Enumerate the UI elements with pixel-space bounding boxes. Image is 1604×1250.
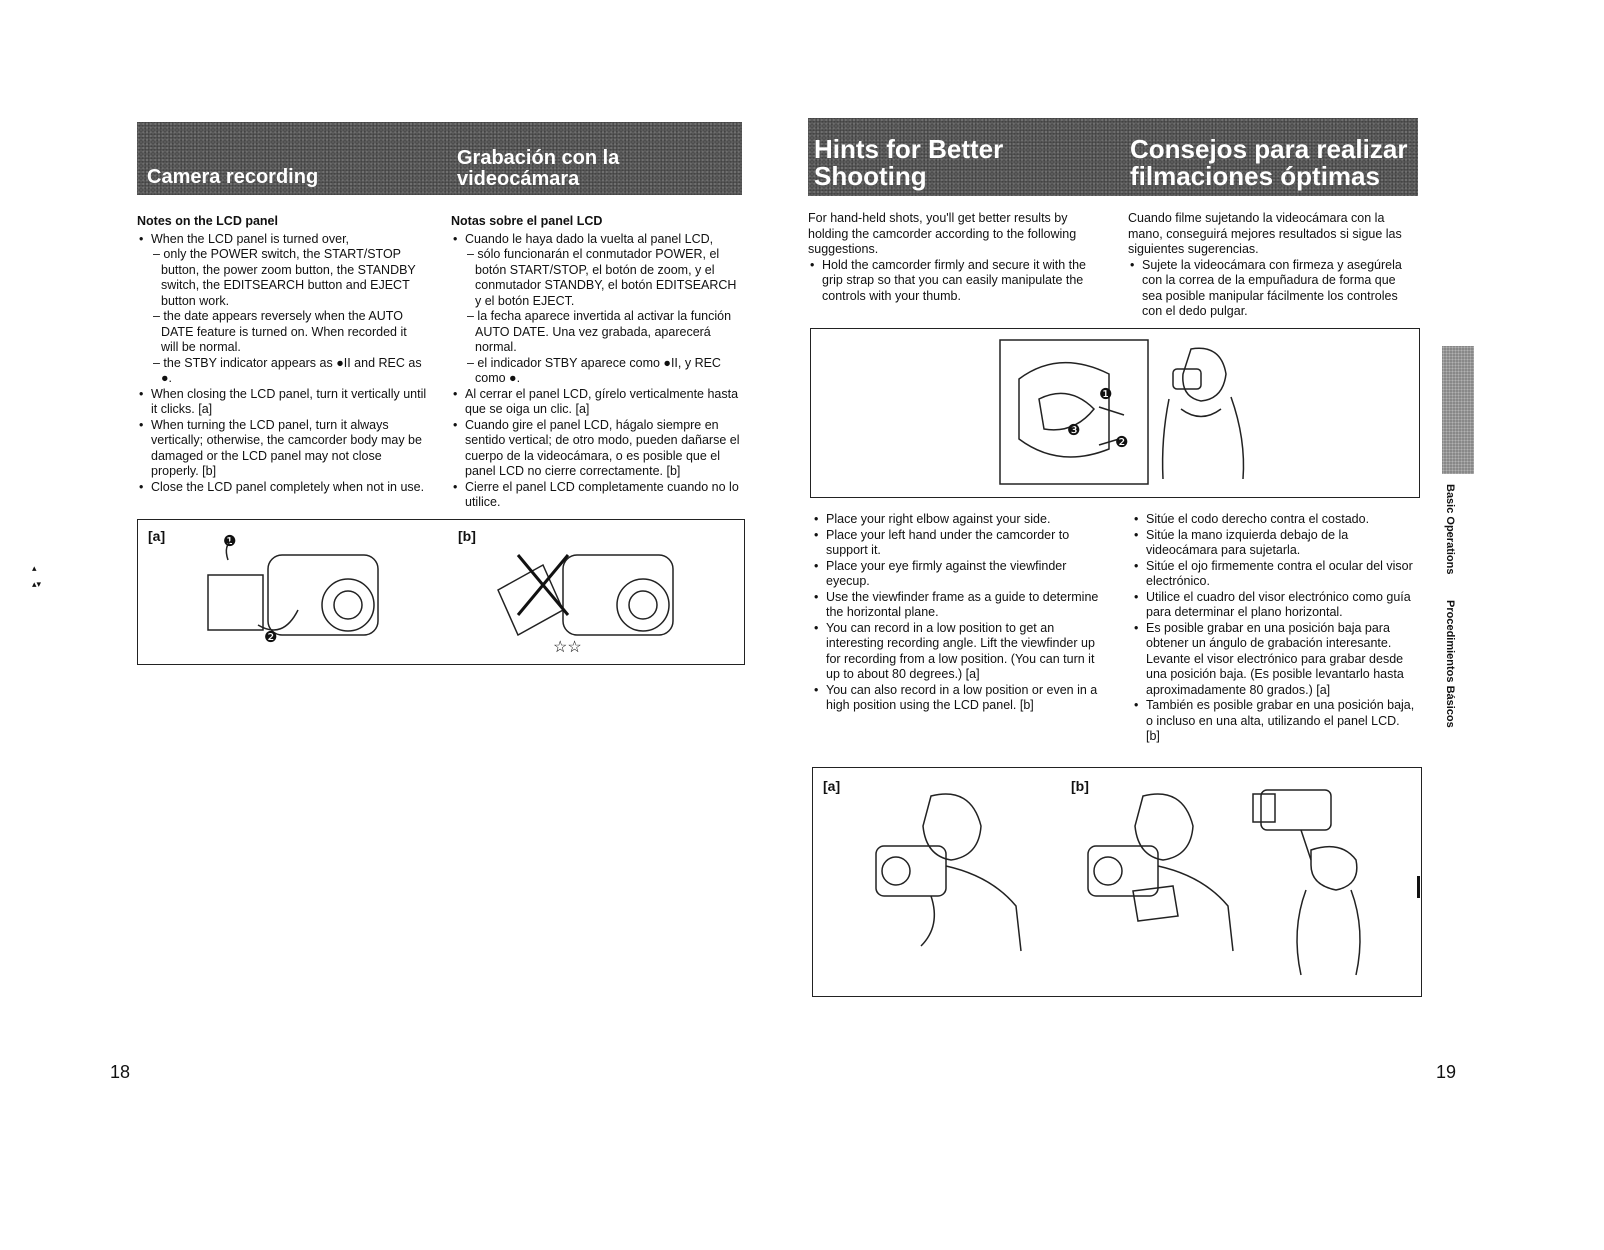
- note-item: • Cierre el panel LCD completamente cuando no lo utilice.: [465, 480, 743, 511]
- step-3-icon: ❸: [1067, 422, 1081, 439]
- grip-tip: • Sujete la videocámara con firmeza y asegúrela con la correa de la empuñadura de forma que sea posible manipular fácilmente los controles con el dedo pulgar.: [1142, 258, 1418, 320]
- note-subitem: – la fecha aparece invertida al activar la función AUTO DATE. Una vez grabada, aparecerá normal.: [467, 309, 732, 354]
- step-1-icon: ❶: [1099, 386, 1113, 403]
- section-title-es: Consejos para realizar filmaciones óptimas: [1130, 134, 1408, 192]
- side-tab-label-en: Basic Operations: [1444, 484, 1456, 575]
- shooting-tips-en: [812, 512, 1102, 714]
- tip-item: • Place your left hand under the camcorder to support it.: [826, 528, 1102, 559]
- note-item: • Close the LCD panel completely when not in use.: [151, 480, 427, 496]
- figure-label-a: [a]: [148, 528, 166, 544]
- tip-item: • Use the viewfinder frame as a guide to determine the horizontal plane.: [826, 590, 1102, 621]
- note-subitem: – only the POWER switch, the START/STOP button, the power zoom button, the STANDBY switch, the EDITSEARCH button and EJECT button work.: [153, 247, 416, 308]
- intro-en: [808, 211, 1108, 304]
- figure-label-b: [b]: [458, 528, 476, 544]
- section-title-en: Hints for Better Shooting: [814, 134, 1004, 192]
- note-subitem: – the date appears reversely when the AUTO DATE feature is turned on. When recorded it will be normal.: [153, 309, 407, 354]
- note-subitem: – el indicador STBY aparece como ●II, y REC como ●.: [467, 355, 721, 385]
- intro-text: For hand-held shots, you'll get better results by holding the camcorder according to the following suggestions.: [808, 211, 1077, 256]
- tip-item: • You can also record in a low position or even in a high position using the LCD panel. [b]: [826, 683, 1102, 714]
- camcorder-wrong-turn-illustration: [493, 530, 713, 658]
- tip-item: • Place your eye firmly against the viewfinder eyecup.: [826, 559, 1102, 590]
- step-1-icon: ❶: [223, 533, 237, 550]
- figure-label-a: [a]: [823, 778, 841, 794]
- page-number-right: 19: [1436, 1062, 1457, 1082]
- margin-mark: ▴ ▴▾: [32, 563, 42, 589]
- figure-label-b: [b]: [1071, 778, 1089, 794]
- section-title-es: Grabación con la videocámara: [457, 147, 620, 190]
- scan-mark: [1417, 876, 1420, 898]
- note-item: • When turning the LCD panel, turn it always vertically; otherwise, the camcorder body may be damaged or the LCD panel may not close properly. [b]: [151, 418, 427, 480]
- tip-item: • You can record in a low position to get an interesting recording angle. Lift the viewfinder up for recording from a low position. (You can turn it up to about 80 degrees.) [a]: [826, 621, 1102, 683]
- intro-text: Cuando filme sujetando la videocámara con la mano, conseguirá mejores resultados si sigue las siguientes sugerencias.: [1128, 211, 1402, 256]
- note-subitem: – sólo funcionarán el conmutador POWER, el botón START/STOP, el botón de zoom, y el conmutador STANDBY, el botón EDITSEARCH y el botón EJECT.: [467, 247, 737, 308]
- tip-item: • Sitúe el ojo firmemente contra el ocular del visor electrónico.: [1146, 559, 1416, 590]
- low-angle-viewfinder-illustration: [871, 786, 1031, 956]
- note-item: • When the LCD panel is turned over, – only the POWER switch, the START/STOP button, the power zoom button, the STANDBY switch, the EDITSEARCH button and EJECT button work. – the date appears reversely when the AUTO DATE feature is turned on. When recorded it will be normal. – the STBY indicator appears as ●II and REC as ●.: [151, 232, 427, 387]
- grip-strap-illustration: [999, 339, 1149, 485]
- tip-item: • Utilice el cuadro del visor electrónico como guía para determinar el plano horizontal.: [1146, 590, 1416, 621]
- note-item: • Cuando gire el panel LCD, hágalo siempre en sentido vertical; de otro modo, pueden dañarse el cuerpo de la videocámara, o es posible que el panel LCD no cierre correctamente. [b]: [465, 418, 743, 480]
- section-banner: [137, 122, 742, 195]
- tip-item: • Es posible grabar en una posición baja para obtener un ángulo de grabación interesante. Levante el visor electrónico para grabar desde una posición baja. (Es posible levantarlo hasta aproximadamente 80 grados.) [a]: [1146, 621, 1416, 699]
- lcd-figure-box: [137, 519, 745, 665]
- tip-item: • Sitúe la mano izquierda debajo de la videocámara para sujetarla.: [1146, 528, 1416, 559]
- note-item: • Al cerrar el panel LCD, gírelo verticalmente hasta que se oiga un clic. [a]: [465, 387, 743, 418]
- step-2-icon: ❷: [264, 629, 278, 646]
- note-subitem: – the STBY indicator appears as ●II and REC as ●.: [153, 355, 422, 385]
- section-side-tab: [1442, 346, 1474, 474]
- notes-heading: Notes on the LCD panel: [137, 214, 278, 228]
- intro-es: [1128, 211, 1418, 320]
- notes-heading: Notas sobre el panel LCD: [451, 214, 603, 228]
- person-holding-camcorder-illustration: [1151, 339, 1251, 485]
- high-angle-lcd-illustration: [1251, 780, 1371, 980]
- low-angle-lcd-illustration: [1083, 786, 1243, 956]
- section-title-en: Camera recording: [147, 166, 319, 188]
- shooting-figure-box: [812, 767, 1422, 997]
- tip-item: • Place your right elbow against your side.: [826, 512, 1102, 528]
- side-tab-label-es: Procedimientos Básicos: [1444, 600, 1456, 728]
- note-item: • Cuando le haya dado la vuelta al panel LCD, – sólo funcionarán el conmutador POWER, el botón START/STOP, el botón de zoom, y el conmutador STANDBY, el botón EDITSEARCH y el botón EJECT. – la fecha aparece invertida al activar la función AUTO DATE. Una vez grabada, aparecerá normal. – el indicador STBY aparece como ●II, y REC como ●.: [465, 232, 743, 387]
- section-banner: [808, 118, 1418, 196]
- svg-text:☆☆: ☆☆: [553, 639, 582, 656]
- step-2-icon: ❷: [1115, 434, 1129, 451]
- lcd-notes-en: [137, 214, 427, 495]
- shooting-tips-es: [1132, 512, 1416, 745]
- note-item: • When closing the LCD panel, turn it vertically until it clicks. [a]: [151, 387, 427, 418]
- lcd-notes-es: [451, 214, 743, 511]
- page-number-left: 18: [110, 1062, 131, 1082]
- grip-tip: • Hold the camcorder firmly and secure it with the grip strap so that you can easily manipulate the controls with your thumb.: [822, 258, 1108, 305]
- tip-item: • Sitúe el codo derecho contra el costado.: [1146, 512, 1416, 528]
- tip-item: • También es posible grabar en una posición baja, o incluso en una alta, utilizando el panel LCD. [b]: [1146, 698, 1416, 745]
- grip-figure-box: [810, 328, 1420, 498]
